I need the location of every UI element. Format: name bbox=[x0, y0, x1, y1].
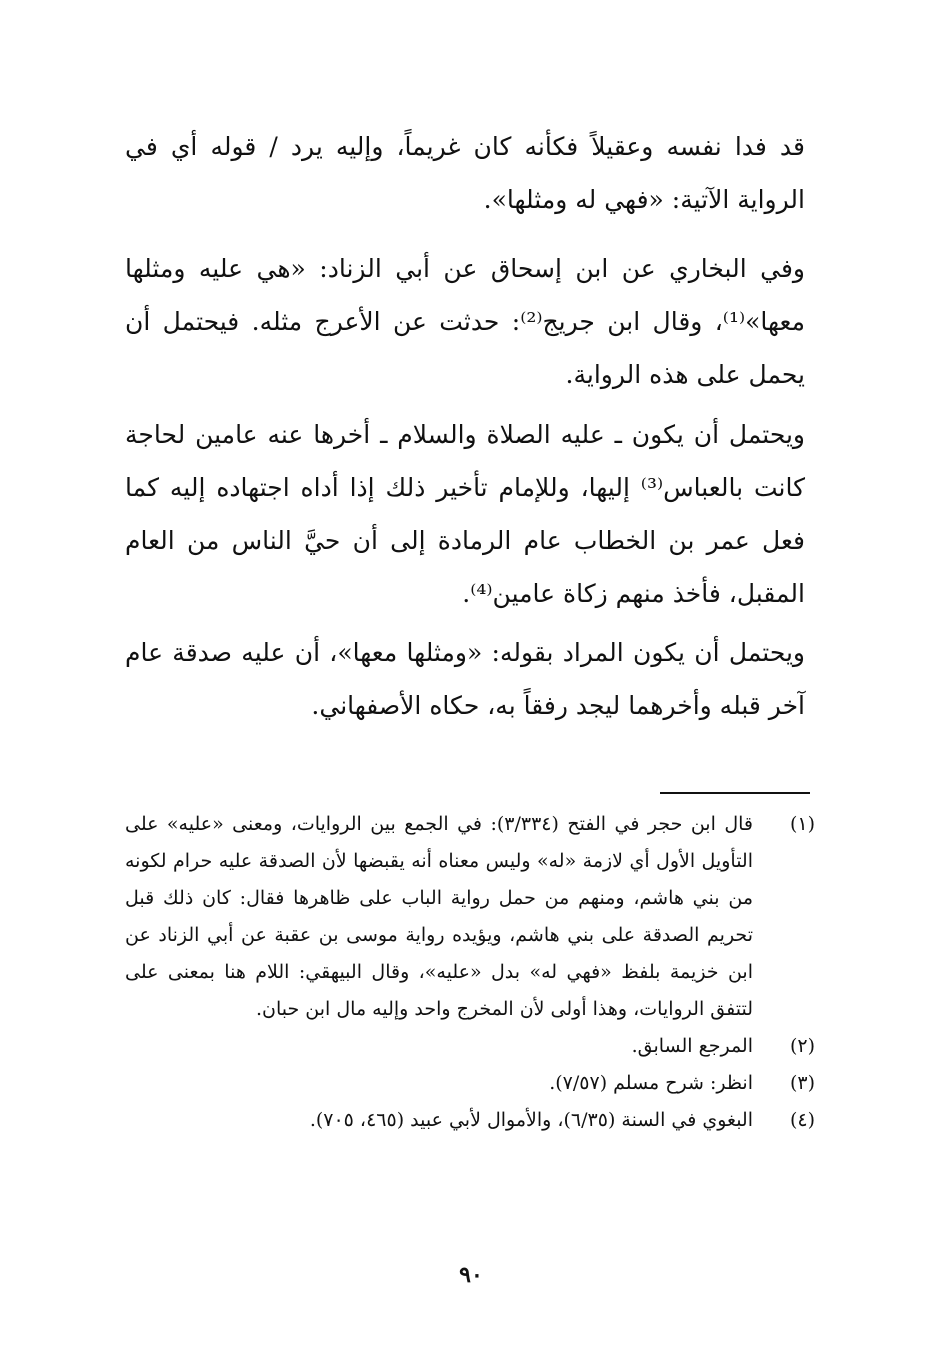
footnote-3 bbox=[125, 1065, 815, 1102]
paragraph-2-container bbox=[125, 242, 805, 401]
paragraph-3: ويحتمل أن يكون ـ عليه الصلاة والسلام ـ أخرها عنه عامين لحاجة كانت بالعباس⁽³⁾ إليها، وللإمام تأخير ذلك إذا أداه اجتهاده إليه كما فعل عمر بن الخطاب عام الرمادة إلى أن حيَّ الناس من العام المقبل، فأخذ منهم زكاة عامين⁽⁴⁾. bbox=[125, 420, 806, 608]
footnotes-section bbox=[125, 806, 815, 1139]
footnote-1 bbox=[125, 806, 815, 1028]
footnote-number: (٢) bbox=[789, 1035, 815, 1057]
page-number: ٩٠ bbox=[459, 1262, 483, 1288]
paragraph-2: وفي البخاري عن ابن إسحاق عن أبي الزناد: «هي عليه ومثلها معها»⁽¹⁾، وقال ابن جريج⁽²⁾: حدثت عن الأعرج مثله. فيحتمل أن يحمل على هذه الرواية. bbox=[125, 254, 805, 389]
paragraph-4-container bbox=[125, 626, 805, 732]
paragraph-3-container bbox=[125, 408, 805, 620]
paragraph-1: قد فدا نفسه وعقيلاً فكأنه كان غريماً، وإليه يرد / قوله أي في الرواية الآتية: «فهي له ومثلها». bbox=[125, 132, 805, 214]
footnote-4 bbox=[125, 1102, 815, 1139]
footnote-separator bbox=[660, 792, 810, 794]
footnote-2 bbox=[125, 1028, 815, 1065]
paragraph-4: ويحتمل أن يكون المراد بقوله: «ومثلها معها»، أن عليه صدقة عام آخر قبله وأخرهما ليجد رفقاً به، حكاه الأصفهاني. bbox=[125, 638, 805, 720]
footnote-number: (٣) bbox=[789, 1072, 815, 1094]
footnote-text: قال ابن حجر في الفتح (٣/٣٣٤): في الجمع بين الروايات، ومعنى «عليه» على التأويل الأول أي لازمة «له» وليس معناه أنه يقبضها لأن الصدقة عليه حرام لكونه من بني هاشم، ومنهم من حمل رواية الباب على ظاهرها فقال: كان ذلك قبل تحريم الصدقة على بني هاشم، ويؤيده رواية موسى بن عقبة عن أبي الزناد عن ابن خزيمة بلفظ «فهي له» بدل «عليه»، وقال البيهقي: اللام هنا بمعنى على لتتفق الروايات، وهذا أولى لأن المخرج واحد وإليه مال ابن حبان. bbox=[125, 813, 753, 1020]
paragraph-1-container bbox=[125, 120, 805, 226]
footnote-number: (١) bbox=[789, 813, 815, 835]
footnote-number: (٤) bbox=[789, 1109, 815, 1131]
footnote-text: المرجع السابق. bbox=[631, 1035, 753, 1057]
footnote-text: انظر: شرح مسلم (٧/٥٧). bbox=[549, 1072, 753, 1094]
footnote-text: البغوي في السنة (٦/٣٥)، والأموال لأبي عبيد (٤٦٥، ٧٠٥). bbox=[309, 1109, 753, 1131]
